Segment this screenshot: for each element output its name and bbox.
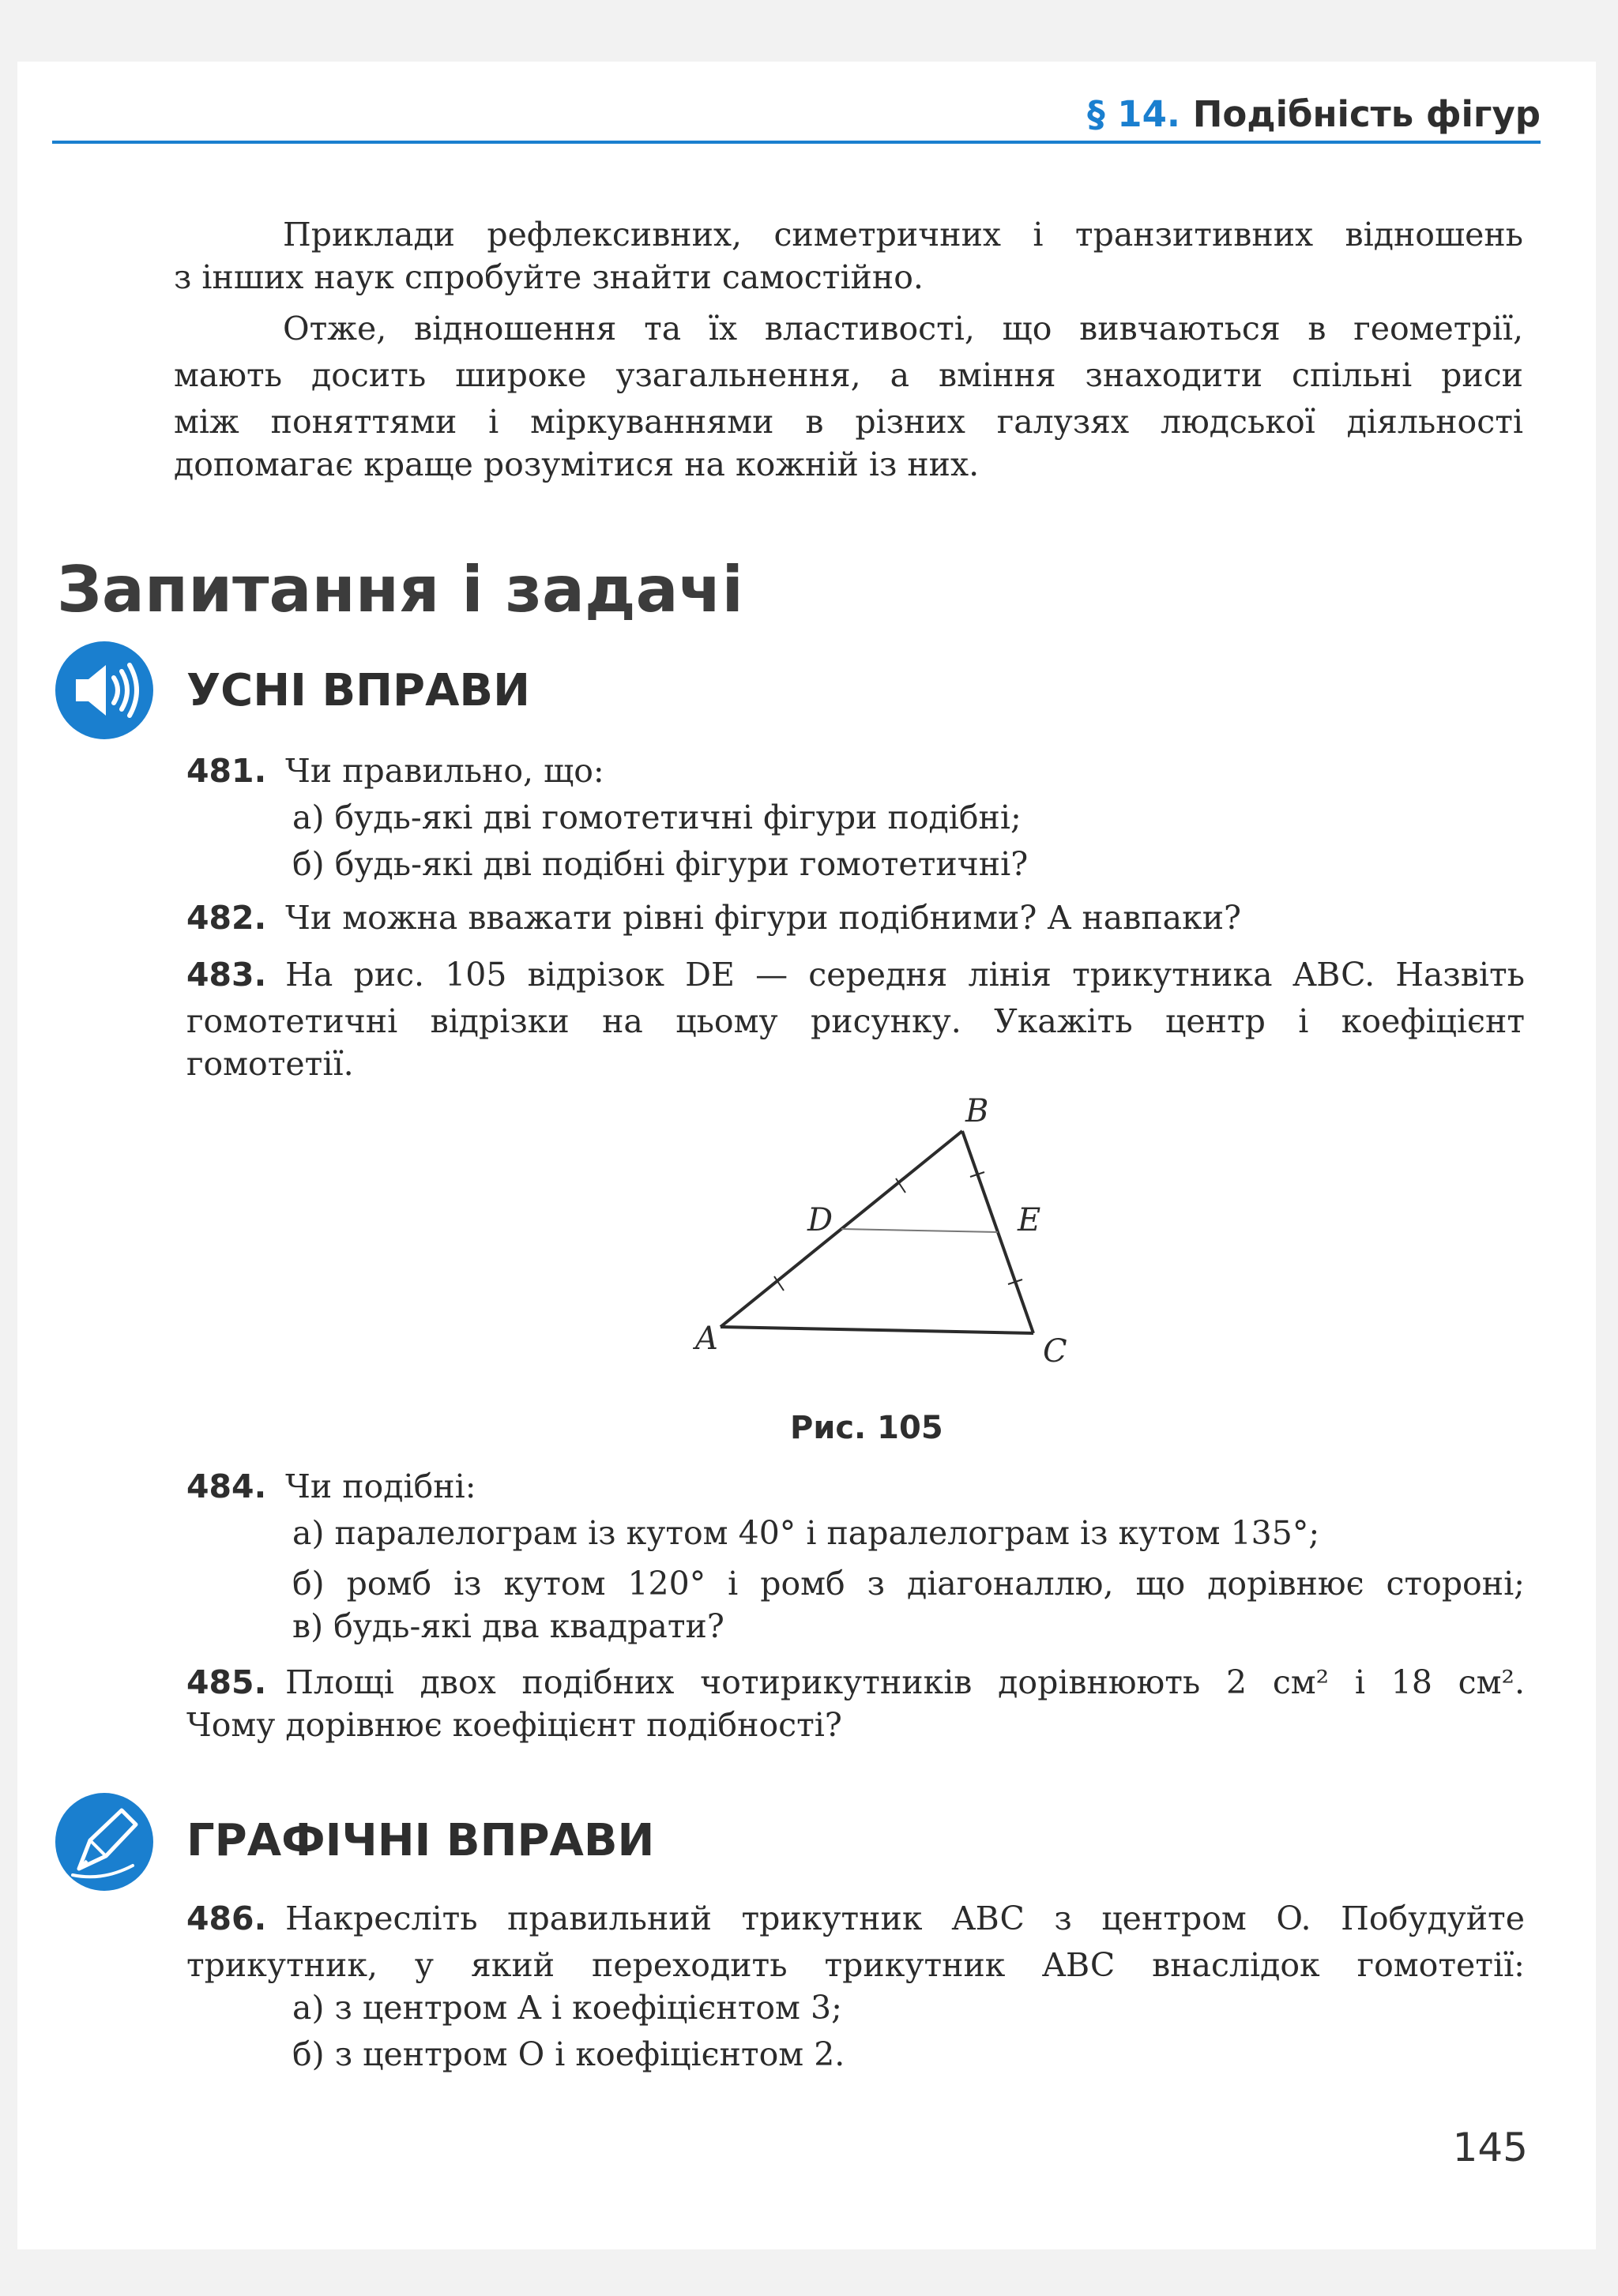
exercise-number: 483. <box>186 956 267 994</box>
exercise-481 <box>186 752 604 790</box>
side-ac <box>721 1327 1033 1333</box>
section-title-header: Подібність фігур <box>1192 93 1541 135</box>
header-rule <box>52 141 1541 144</box>
figure-caption: Рис. 105 <box>790 1410 943 1446</box>
exercise-number: 484. <box>186 1467 267 1505</box>
exercise-483 <box>186 952 1525 998</box>
exercise-text: Чи подібні: <box>285 1467 476 1505</box>
exercise-item: а) з центром A і коефіцієнтом 3; <box>292 1989 842 2027</box>
exercise-item: б) з центром O і коефіцієнтом 2. <box>292 2035 845 2073</box>
figure-105 <box>679 1098 1090 1398</box>
exercise-number: 481. <box>186 752 267 790</box>
exercise-item: в) будь-які два квадрати? <box>292 1607 724 1645</box>
running-head <box>1087 93 1541 135</box>
exercise-item: б) ромб із кутом 120° і ромб з діагоналлю, що дорівнює стороні; <box>292 1565 1525 1603</box>
pencil-icon <box>55 1793 153 1891</box>
intro-line: Отже, відношення та їх властивості, що вивчаються в геометрії, <box>283 310 1523 348</box>
midline-de <box>841 1229 998 1232</box>
exercise-number: 485. <box>186 1663 267 1701</box>
exercise-item: б) будь-які дві подібні фігури гомотетичні? <box>292 845 1029 883</box>
exercise-485 <box>186 1659 1525 1706</box>
label-e: E <box>1018 1202 1041 1238</box>
intro-line: Приклади рефлексивних, симетричних і транзитивних відношень <box>283 216 1523 254</box>
intro-line: допомагає краще розумітися на кожній із них. <box>174 445 980 483</box>
exercise-text: На рис. 105 відрізок DE — середня лінія трикутника ABC. Назвіть <box>285 956 1525 994</box>
section-number: § 14. <box>1087 93 1181 135</box>
intro-line: між поняттями і міркуваннями в різних галузях людської діяльності <box>174 403 1523 441</box>
exercise-486 <box>186 1896 1525 1942</box>
label-b: B <box>965 1098 989 1129</box>
graphic-exercises-title: ГРАФІЧНІ ВПРАВИ <box>186 1815 655 1866</box>
exercise-item: а) будь-які дві гомотетичні фігури подібні; <box>292 799 1022 836</box>
exercise-text: Чи можна вважати рівні фігури подібними? А навпаки? <box>285 899 1242 937</box>
label-d: D <box>807 1202 833 1238</box>
exercise-text: Площі двох подібних чотирикутників дорівнюють 2 см² і 18 см². <box>285 1663 1525 1701</box>
exercise-item: а) паралелограм із кутом 40° і паралелограм із кутом 135°; <box>292 1514 1320 1552</box>
exercise-482 <box>186 899 1241 937</box>
intro-line: мають досить широке узагальнення, а вміння знаходити спільні риси <box>174 356 1523 394</box>
page-number: 145 <box>1452 2125 1528 2170</box>
speaker-icon <box>55 641 153 739</box>
exercise-text: Чи правильно, що: <box>285 752 604 790</box>
exercise-text: трикутник, у який переходить трикутник ABC внаслідок гомотетії: <box>186 1946 1525 1984</box>
exercise-484 <box>186 1467 476 1505</box>
exercise-number: 482. <box>186 899 267 937</box>
exercise-number: 486. <box>186 1900 267 1937</box>
exercise-text: Накресліть правильний трикутник ABC з центром O. Побудуйте <box>285 1900 1525 1937</box>
section-title: Запитання і задачі <box>57 553 743 626</box>
exercise-text: гомотетії. <box>186 1045 354 1083</box>
label-c: C <box>1043 1333 1067 1370</box>
exercise-text: Чому дорівнює коефіцієнт подібності? <box>186 1706 842 1744</box>
label-a: A <box>695 1321 718 1357</box>
oral-exercises-title: УСНІ ВПРАВИ <box>186 665 530 716</box>
intro-line: з інших наук спробуйте знайти самостійно. <box>174 258 924 296</box>
exercise-text: гомотетичні відрізки на цьому рисунку. Укажіть центр і коефіцієнт <box>186 1002 1525 1040</box>
